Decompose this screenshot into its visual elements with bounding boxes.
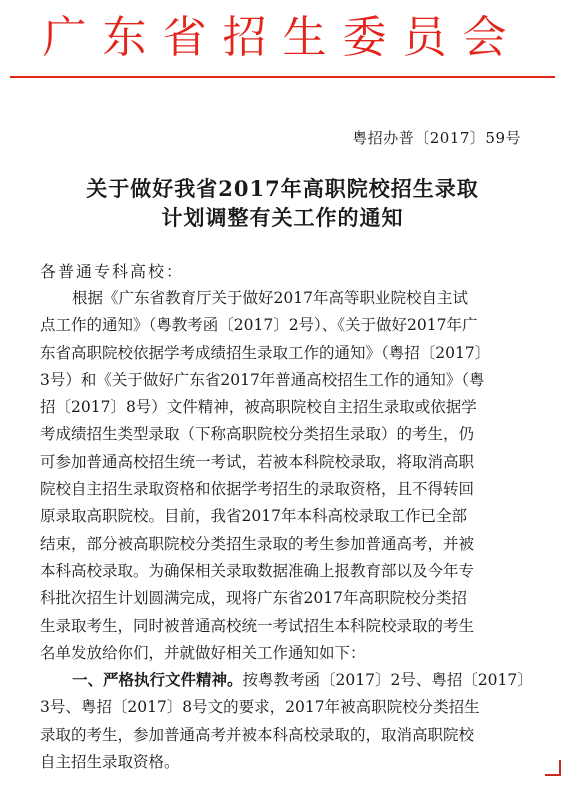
body-line: 结束，部分被高职院校分类招生录取的考生参加普通高考，并被 xyxy=(40,534,475,553)
section1-line: 录取的考生，参加普通高考并被本科高校录取的，取消高职院校 xyxy=(40,725,475,744)
page-corner-mark xyxy=(545,760,561,776)
body-line: 根据《广东省教育厅关于做好2017年高等职业院校自主试 xyxy=(72,289,468,307)
document-title-line2: 计划调整有关工作的通知 xyxy=(161,205,404,230)
body-line: 东省高职院校依据学考成绩招生录取工作的通知》（粤招〔2017〕 xyxy=(40,343,491,362)
letterhead-title: 广东省招生委员会 xyxy=(42,12,523,63)
section1-line: 3号、粤招〔2017〕8号文的要求，2017年被高职院校分类招生 xyxy=(40,698,480,717)
body-line: 原录取高职院校。目前，我省2017年本科高校录取工作已全部 xyxy=(40,507,467,526)
body-line: 考成绩招生类型录取（下称高职院校分类招生录取）的考生，仍 xyxy=(40,425,475,444)
body-line: 生录取考生，同时被普通高校统一考试招生本科院校录取的考生 xyxy=(40,616,475,635)
section1-heading: 一、严格执行文件精神。 xyxy=(72,671,243,690)
body-line: 院校自主招生录取资格和依据学考招生的录取资格，且不得转回 xyxy=(40,480,475,499)
document-body xyxy=(40,285,550,776)
body-line: 科批次招生计划圆满完成，现将广东省2017年高职院校分类招 xyxy=(40,589,467,608)
section1-first-line-text: 按粤教考函〔2017〕2号、粤招〔2017〕 xyxy=(242,671,533,690)
body-line: 本科高校录取。为确保相关录取数据准确上报教育部以及今年专 xyxy=(40,561,475,580)
body-line: 招〔2017〕8号）文件精神，被高职院校自主招生录取或依据学 xyxy=(40,398,477,417)
section1-first-line xyxy=(40,667,550,694)
section1-line: 自主招生录取资格。 xyxy=(40,753,180,772)
body-line: 可参加普通高校招生统一考试，若被本科院校录取，将取消高职 xyxy=(40,452,475,471)
document-title-line1: 关于做好我省2017年高职院校招生录取 xyxy=(86,176,479,201)
letterhead-red-rule xyxy=(10,76,555,78)
body-line: 3号）和《关于做好广东省2017年普通高校招生工作的通知》（粤 xyxy=(40,370,485,389)
salutation: 各普通专科高校： xyxy=(40,262,185,281)
document-title xyxy=(0,174,565,232)
document-number: 粤招办普〔2017〕59号 xyxy=(352,129,521,147)
body-line: 点工作的通知》（粤教考函〔2017〕2号）、《关于做好2017年广 xyxy=(40,316,478,335)
body-line: 名单发放给你们，并就做好相关工作通知如下： xyxy=(40,643,366,662)
